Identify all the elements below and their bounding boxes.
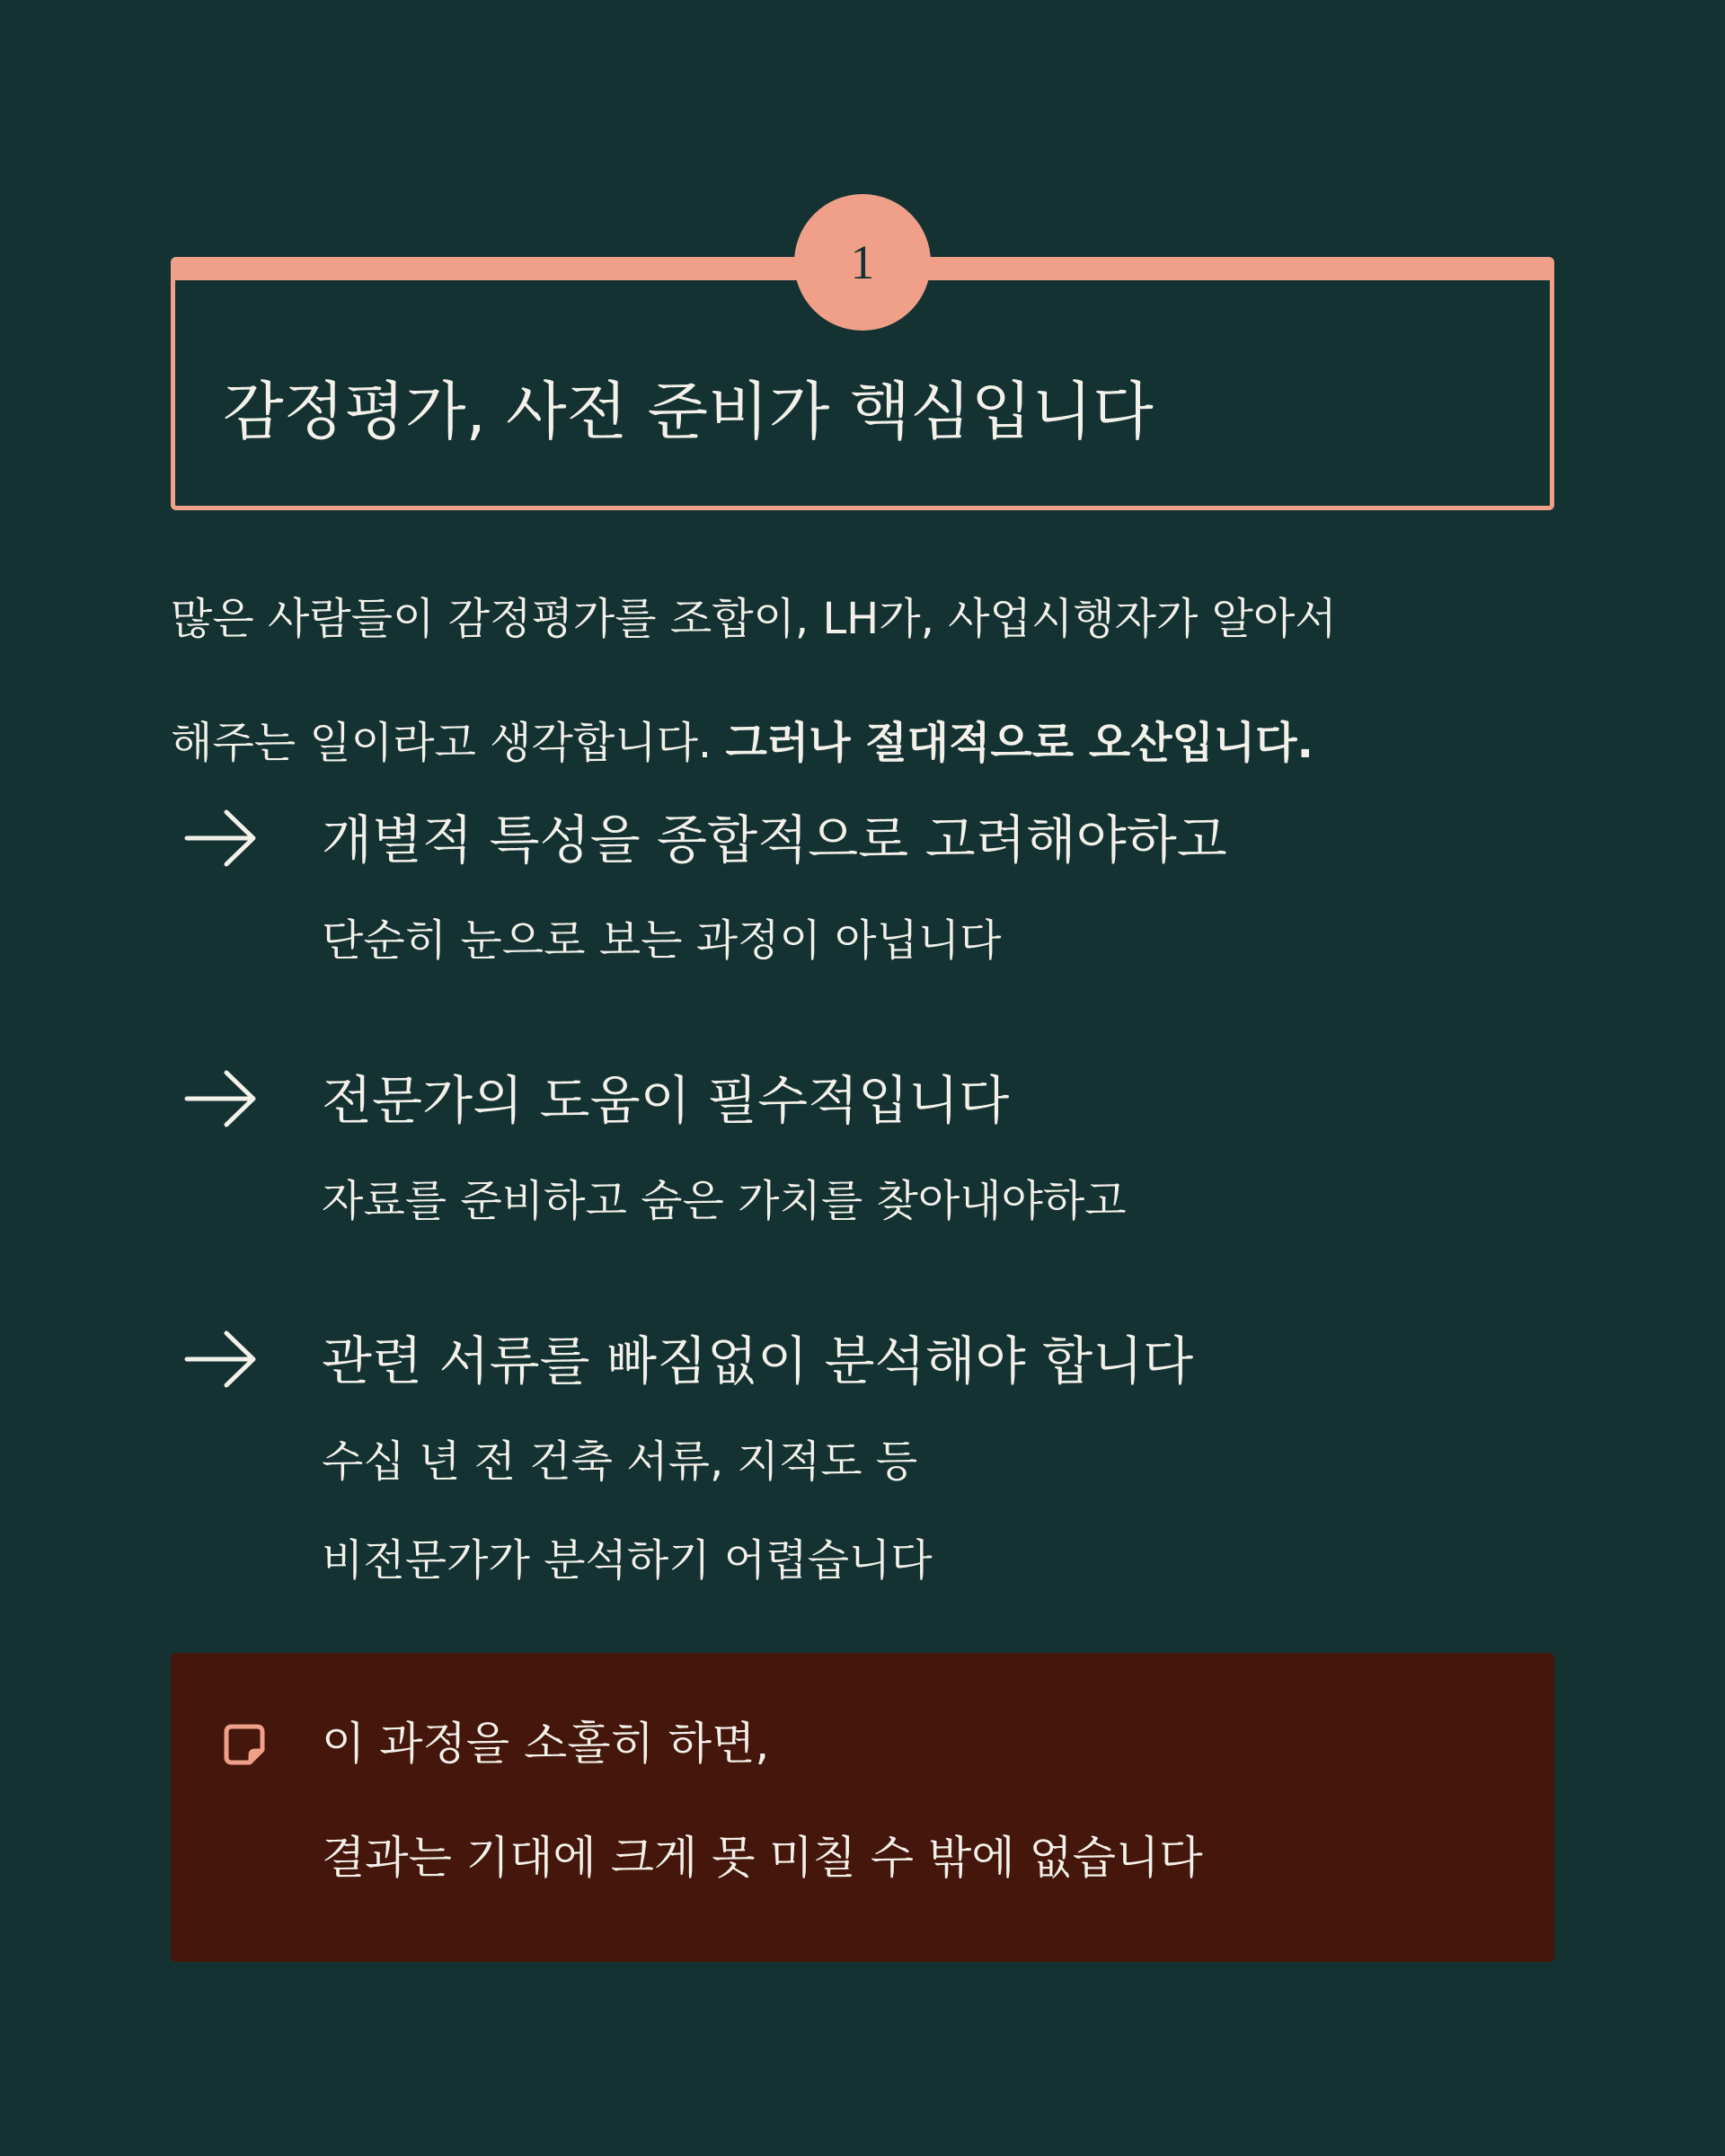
arrow-right-icon — [183, 807, 259, 870]
point-title: 전문가의 도움이 필수적입니다 — [322, 1070, 1010, 1131]
point-description: 비전문가가 분석하기 어렵습니다 — [322, 1535, 933, 1586]
intro-line-2 — [171, 681, 1554, 805]
point-title: 관련 서류를 빠짐없이 분석해야 합니다 — [322, 1330, 1194, 1392]
step-number-badge: 1 — [794, 194, 931, 331]
note-line-1: 이 과정을 소홀히 하면, — [322, 1718, 770, 1770]
sticky-note-icon — [223, 1723, 266, 1766]
arrow-right-icon — [183, 1328, 259, 1391]
page-title: 감정평가, 사전 준비가 핵심입니다 — [223, 375, 1154, 448]
intro-line-1: 많은 사람들이 감정평가를 조합이, LH가, 사업시행자가 알아서 — [171, 594, 1337, 644]
intro-line-2-emphasis: 그러나 절대적으로 오산입니다. — [725, 718, 1314, 768]
intro-paragraph — [171, 557, 1554, 805]
callout-note — [171, 1653, 1554, 1962]
arrow-right-icon — [183, 1067, 259, 1130]
point-description: 단순히 눈으로 보는 과정이 아닙니다 — [322, 915, 1002, 966]
point-description: 수십 년 전 건축 서류, 지적도 등 — [322, 1436, 918, 1487]
point-description: 자료를 준비하고 숨은 가치를 찾아내야하고 — [322, 1176, 1127, 1226]
note-line-2: 결과는 기대에 크게 못 미칠 수 밖에 없습니다 — [322, 1832, 1203, 1884]
point-title: 개별적 특성을 종합적으로 고려해야하고 — [322, 809, 1227, 870]
intro-line-2-regular: 해주는 일이라고 생각합니다. — [171, 718, 726, 768]
